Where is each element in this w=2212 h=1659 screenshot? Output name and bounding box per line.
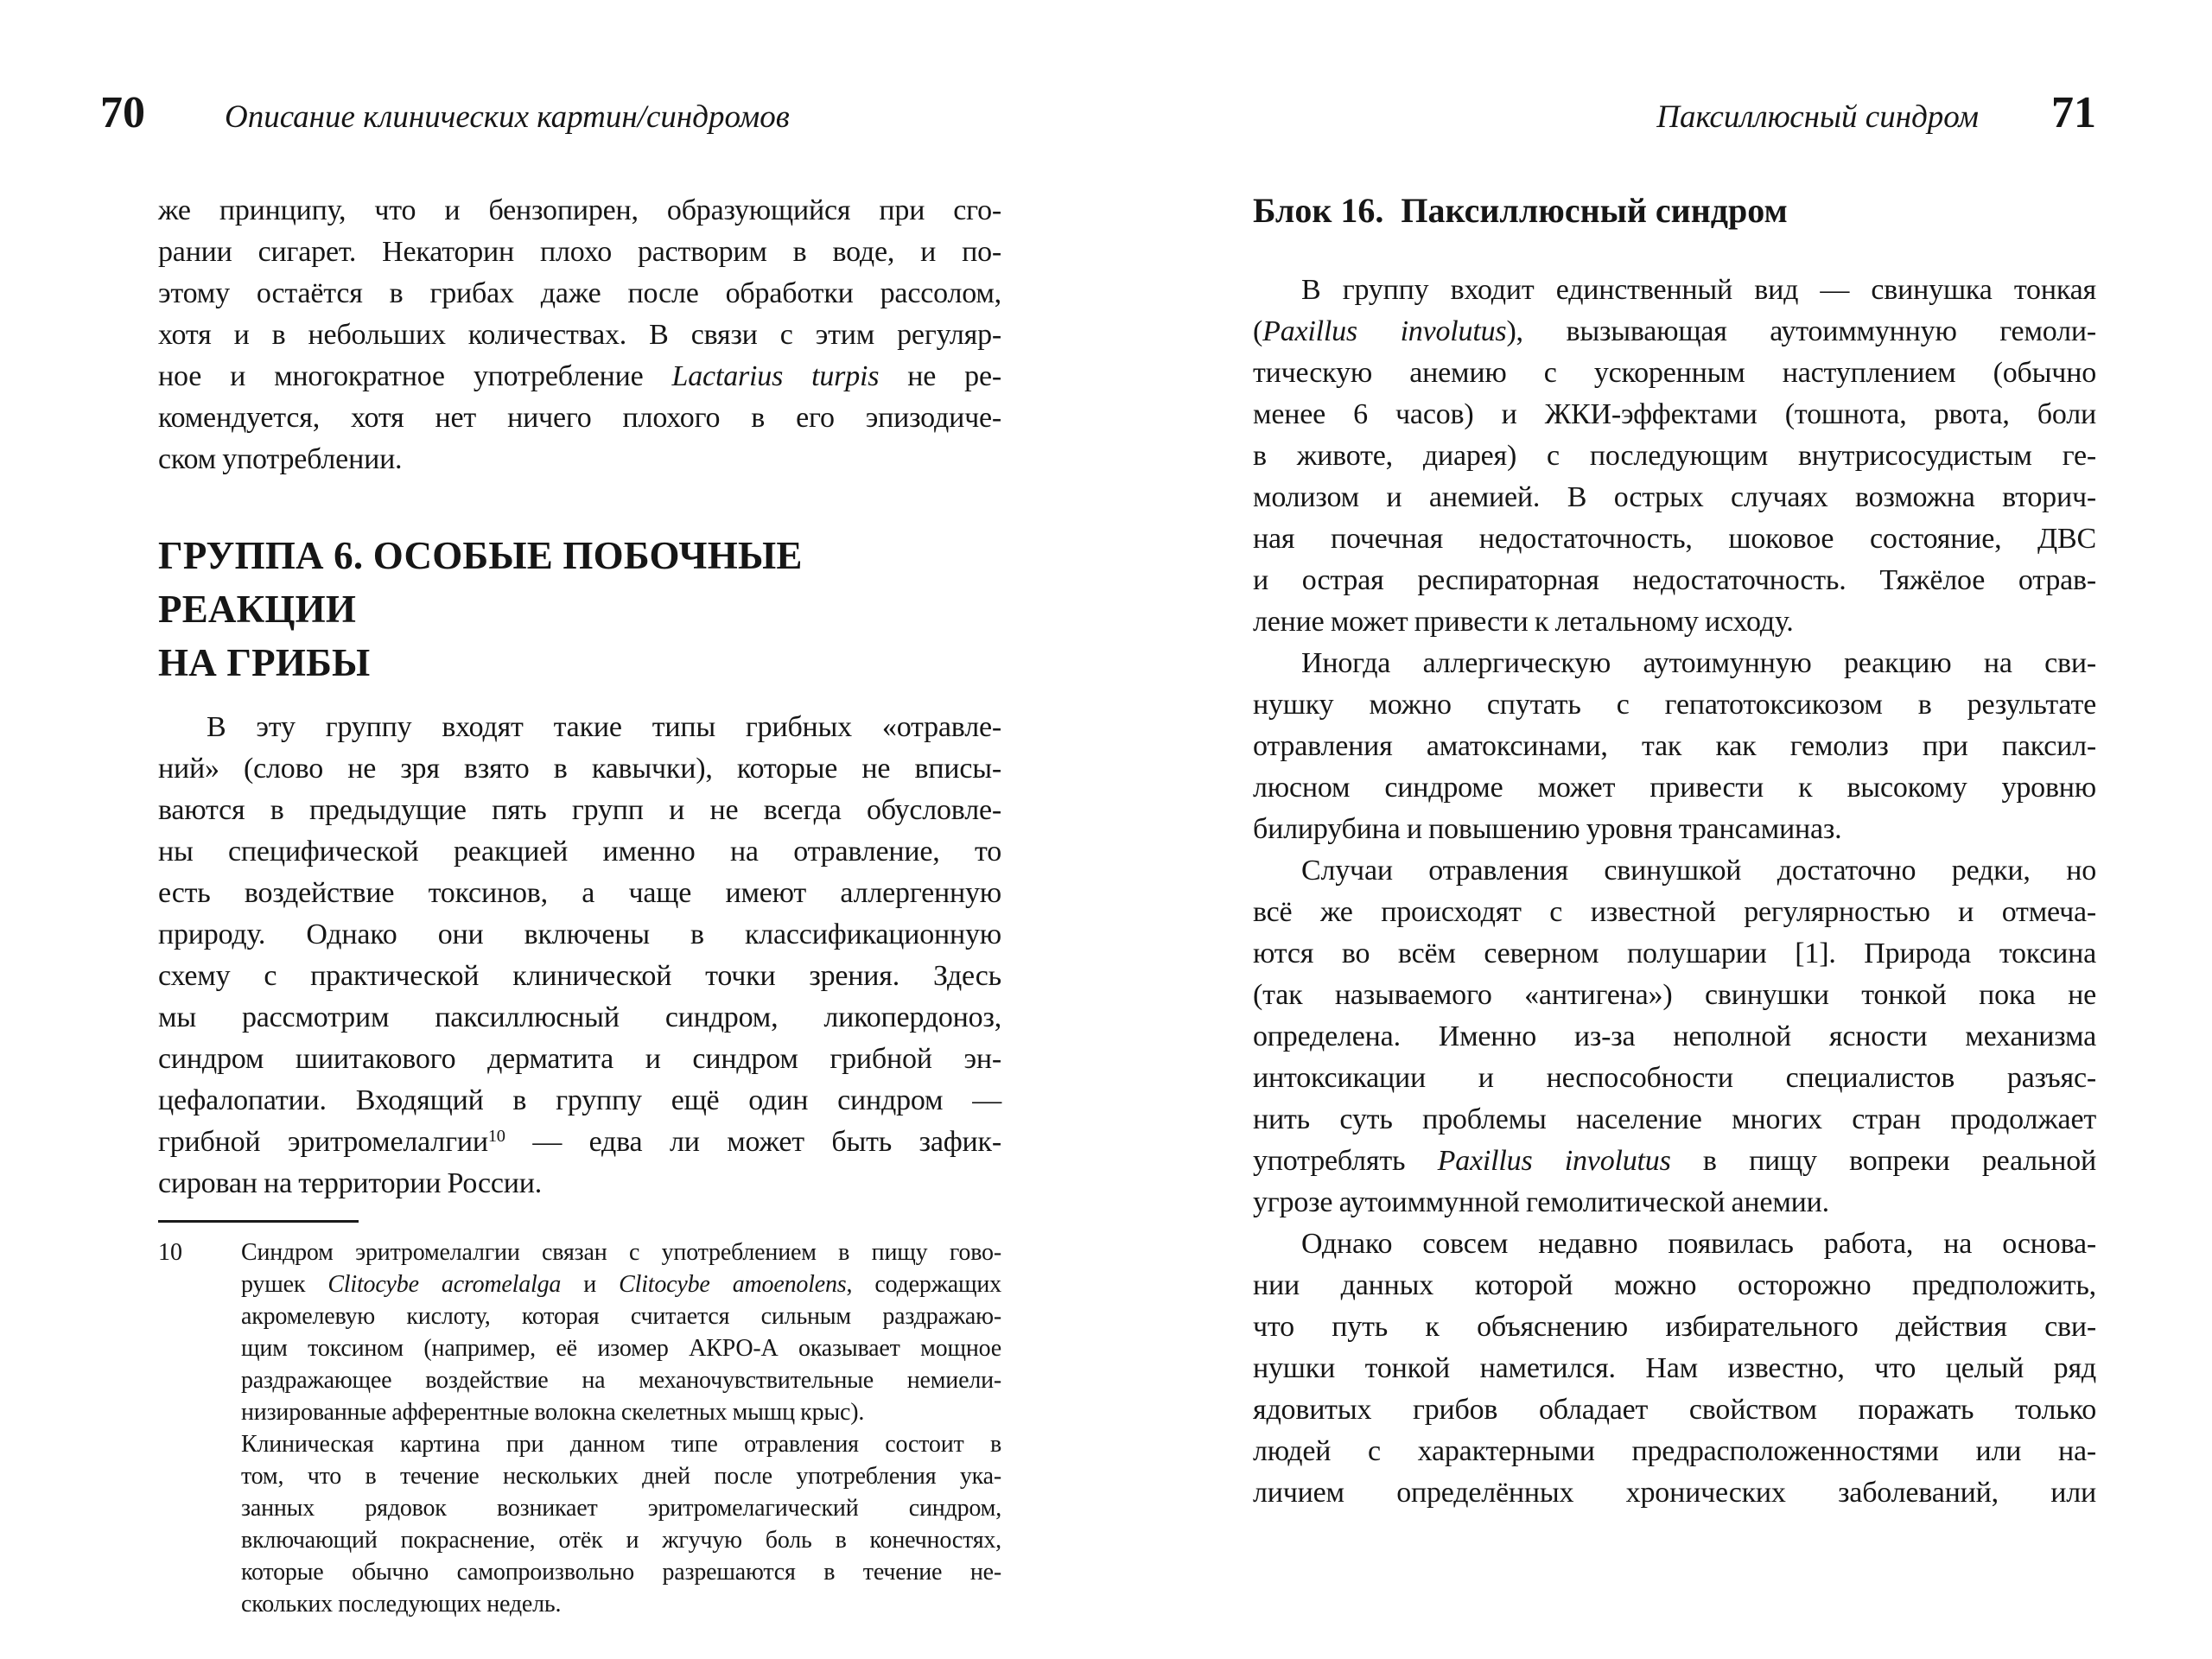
text-line: [241, 1268, 1001, 1300]
text-segment: нушку можно спутать с гепатотоксикозом в результате: [1253, 689, 2096, 721]
text-segment: грибной эритромелалгии: [158, 1126, 488, 1158]
text-segment: мы рассмотрим паксиллюсный синдром, ликопердоноз,: [158, 1001, 1001, 1033]
paragraph: [1253, 1224, 2096, 1514]
text-segment: интоксикации и неспособности специалистов разъяс-: [1253, 1062, 2096, 1094]
text-segment: Синдром эритромелалгии связан с употреблением в пищу гово-: [241, 1239, 1001, 1266]
section-heading: [1253, 190, 2096, 232]
text-segment: определена. Именно из-за неполной ясности механизма: [1253, 1020, 2096, 1052]
latin-species-name: Paxillus involutus: [1437, 1145, 1671, 1177]
right-page-number: 71: [2051, 88, 2096, 137]
text-segment: всё же происходят с известной регулярностью и отмеча-: [1253, 896, 2096, 928]
text-segment: природу. Однако они включены в классификационную: [158, 918, 1001, 950]
text-line: [241, 1588, 1001, 1620]
text-line: [158, 1080, 1001, 1122]
text-line: [158, 1122, 1001, 1163]
text-segment: что путь к объяснению избирательного действия сви-: [1253, 1311, 2096, 1343]
text-segment: ление может привести к летальному исходу.: [1253, 606, 1794, 638]
footnote-text: [241, 1236, 1001, 1620]
text-line: [1253, 435, 2096, 477]
text-line: [158, 1039, 1001, 1080]
text-line: [158, 707, 1001, 748]
text-segment: скольких последующих недель.: [241, 1591, 562, 1618]
text-segment: молизом и анемией. В острых случаях возможна вторич-: [1253, 481, 2096, 513]
text-line: [1253, 809, 2096, 850]
text-line: [158, 439, 1001, 480]
text-segment: Случаи отравления свинушкой достаточно редки, но: [1301, 855, 2096, 887]
text-line: [1253, 190, 2096, 232]
text-line: [158, 232, 1001, 273]
text-line: [158, 914, 1001, 956]
text-line: [1253, 933, 2096, 975]
text-line: [1253, 560, 2096, 601]
text-segment: включающий покраснение, отёк и жгучую боль в конечностях,: [241, 1527, 1001, 1554]
text-line: [158, 356, 1001, 397]
text-line: [1253, 767, 2096, 809]
text-segment: комендуется, хотя нет ничего плохого в его эпизодиче-: [158, 402, 1001, 434]
text-segment: В группу входит единственный вид — свинушка тонкая: [1301, 274, 2096, 306]
text-line: [1253, 1099, 2096, 1141]
text-segment: (так называемого «антигена») свинушки тонкой пока не: [1253, 979, 2096, 1011]
text-line: [1253, 975, 2096, 1016]
text-segment: ском употреблении.: [158, 443, 403, 475]
text-line: [158, 397, 1001, 439]
text-line: [241, 1492, 1001, 1524]
text-line: [241, 1524, 1001, 1556]
text-segment: менее 6 часов) и ЖКИ-эффектами (тошнота, рвота, боли: [1253, 398, 2096, 430]
text-line: [1253, 1306, 2096, 1348]
text-line: [158, 636, 1001, 690]
paragraph: [1253, 270, 2096, 643]
text-segment: ваются в предыдущие пять групп и не всегда обусловле-: [158, 794, 1001, 826]
latin-species-name: Clitocybe amoenolens: [619, 1271, 847, 1298]
right-page-text-column: [1253, 190, 2096, 1514]
text-segment: хотя и в небольших количествах. В связи с этим регуляр-: [158, 319, 1001, 351]
paragraph: [158, 190, 1001, 480]
text-segment: сирован на территории России.: [158, 1167, 543, 1199]
text-segment: ГРУППА 6. ОСОБЫЕ ПОБОЧНЫЕ РЕАКЦИИ: [158, 534, 803, 631]
text-line: [241, 1396, 1001, 1428]
text-segment: билирубина и повышению уровня трансаминаз.: [1253, 813, 1842, 845]
right-running-head: Паксиллюсный синдром: [1656, 99, 1979, 135]
right-page-body: [1253, 190, 2096, 1514]
text-segment: же принципу, что и бензопирен, образующийся при сго-: [158, 194, 1001, 226]
text-segment: — едва ли может быть зафик-: [505, 1126, 1001, 1158]
text-segment: отравления аматоксинами, так как гемолиз при паксил-: [1253, 730, 2096, 762]
text-line: [1253, 1472, 2096, 1514]
text-segment: угрозе аутоиммунной гемолитической анемии.: [1253, 1186, 1829, 1218]
text-segment: щим токсином (например, её изомер АКРО-А оказывает мощное: [241, 1335, 1001, 1362]
text-segment: есть воздействие токсинов, а чаще имеют аллергенную: [158, 877, 1001, 909]
text-line: [1253, 353, 2096, 394]
text-line: [1253, 1016, 2096, 1058]
paragraph: [1253, 850, 2096, 1224]
text-segment: ядовитых грибов обладает свойством поражать только: [1253, 1394, 2096, 1426]
text-line: [1253, 1224, 2096, 1265]
text-segment: синдром шиитакового дерматита и синдром грибной эн-: [158, 1043, 1001, 1075]
text-line: [241, 1460, 1001, 1492]
text-segment: занных рядовок возникает эритромелагический синдром,: [241, 1495, 1001, 1522]
section-heading: [158, 529, 1001, 690]
text-segment: цефалопатии. Входящий в группу ещё один синдром —: [158, 1084, 1001, 1116]
latin-species-name: Lactarius turpis: [671, 360, 880, 392]
text-line: [1253, 394, 2096, 435]
footnote-reference: 10: [487, 1126, 505, 1146]
text-segment: этому остаётся в грибах даже после обработки рассолом,: [158, 277, 1001, 309]
text-segment: личием определённых хронических заболеваний, или: [1253, 1477, 2096, 1509]
text-line: [158, 956, 1001, 997]
text-segment: НА ГРИБЫ: [158, 641, 371, 684]
text-segment: которые обычно самопроизвольно разрешаются в течение не-: [241, 1559, 1001, 1586]
text-segment: нить суть проблемы население многих стран продолжает: [1253, 1103, 2096, 1135]
text-line: [158, 748, 1001, 790]
latin-species-name: Paxillus involutus: [1262, 315, 1507, 347]
text-segment: ное и многократное употребление: [158, 360, 672, 392]
text-segment: люсном синдроме может привести к высокому уровню: [1253, 772, 2096, 804]
text-line: [1253, 1265, 2096, 1306]
text-segment: В эту группу входят такие типы грибных «отравле-: [207, 711, 1001, 743]
text-segment: рушек: [241, 1271, 328, 1298]
text-segment: нии данных которой можно осторожно предположить,: [1253, 1269, 2096, 1301]
text-line: [1253, 601, 2096, 643]
text-segment: ны специфической реакцией именно на отравление, то: [158, 836, 1001, 868]
text-line: [241, 1364, 1001, 1396]
text-segment: в пищу вопреки реальной: [1670, 1145, 2096, 1177]
text-segment: рании сигарет. Некаторин плохо растворим в воде, и по-: [158, 236, 1001, 268]
text-line: [1253, 726, 2096, 767]
paragraph: [1253, 643, 2096, 850]
text-line: [158, 831, 1001, 873]
text-segment: тическую анемию с ускоренным наступлением (обычно: [1253, 357, 2096, 389]
text-segment: Однако совсем недавно появилась работа, на основа-: [1301, 1228, 2096, 1260]
text-segment: низированные афферентные волокна скелетных мышц крыс).: [241, 1399, 865, 1426]
left-page-body: [158, 190, 1001, 1205]
text-line: [241, 1236, 1001, 1268]
text-line: [158, 790, 1001, 831]
text-line: [1253, 1348, 2096, 1389]
text-segment: в животе, диарея) с последующим внутрисосудистым ге-: [1253, 440, 2096, 472]
left-page-number: 70: [100, 88, 145, 137]
text-line: [241, 1428, 1001, 1460]
text-line: [1253, 850, 2096, 892]
text-line: [1253, 1389, 2096, 1431]
text-line: [158, 190, 1001, 232]
footnote-number: 10: [158, 1239, 182, 1266]
text-line: [241, 1556, 1001, 1588]
text-segment: не ре-: [879, 360, 1002, 392]
text-segment: акромелевую кислоту, которая считается сильным раздражаю-: [241, 1303, 1001, 1330]
text-segment: ная почечная недостаточность, шоковое состояние, ДВС: [1253, 523, 2096, 555]
text-line: [1253, 684, 2096, 726]
text-segment: раздражающее воздействие на механочувствительные немиели-: [241, 1367, 1001, 1394]
text-line: [1253, 270, 2096, 311]
text-line: [158, 315, 1001, 356]
text-segment: и: [561, 1271, 620, 1298]
text-line: [1253, 518, 2096, 560]
text-line: [1253, 1141, 2096, 1182]
text-segment: людей с характерными предрасположенностями или на-: [1253, 1435, 2096, 1467]
text-line: [1253, 477, 2096, 518]
text-segment: схему с практической клинической точки зрения. Здесь: [158, 960, 1001, 992]
right-page-header: [1253, 88, 2096, 137]
text-line: [158, 997, 1001, 1039]
latin-species-name: Clitocybe acromelalga: [327, 1271, 562, 1298]
text-segment: Иногда аллергическую аутоимунную реакцию на сви-: [1301, 647, 2096, 679]
footnote: [158, 1236, 1001, 1620]
text-segment: (: [1253, 315, 1263, 347]
text-segment: и острая респираторная недостаточность. Тяжёлое отрав-: [1253, 564, 2096, 596]
footnote-separator: [158, 1220, 359, 1223]
text-line: [1253, 643, 2096, 684]
left-running-head: Описание клинических картин/синдромов: [225, 99, 790, 135]
text-line: [158, 873, 1001, 914]
text-line: [158, 273, 1001, 315]
text-line: [1253, 1058, 2096, 1099]
text-line: [1253, 1182, 2096, 1224]
text-segment: , содержащих: [846, 1271, 1001, 1298]
text-segment: употреблять: [1253, 1145, 1438, 1177]
text-segment: ний» (слово не зря взято в кавычки), которые не вписы-: [158, 753, 1001, 785]
text-line: [158, 1163, 1001, 1205]
text-segment: ), вызывающая аутоиммунную гемоли-: [1506, 315, 2096, 347]
text-segment: том, что в течение нескольких дней после употребления ука-: [241, 1463, 1001, 1490]
text-segment: Клиническая картина при данном типе отравления состоит в: [241, 1431, 1001, 1458]
text-line: [1253, 311, 2096, 353]
text-line: [1253, 1431, 2096, 1472]
text-line: [241, 1300, 1001, 1332]
text-segment: ются во всём северном полушарии [1]. Природа токсина: [1253, 938, 2096, 969]
text-segment: Блок 16. Паксиллюсный синдром: [1253, 191, 1788, 230]
text-segment: нушки тонкой наметился. Нам известно, что целый ряд: [1253, 1352, 2096, 1384]
text-line: [241, 1332, 1001, 1364]
left-page-header: [100, 88, 790, 137]
text-line: [1253, 892, 2096, 933]
paragraph: [158, 707, 1001, 1205]
left-page-text-column: [158, 190, 1001, 1620]
text-line: [158, 529, 1001, 636]
